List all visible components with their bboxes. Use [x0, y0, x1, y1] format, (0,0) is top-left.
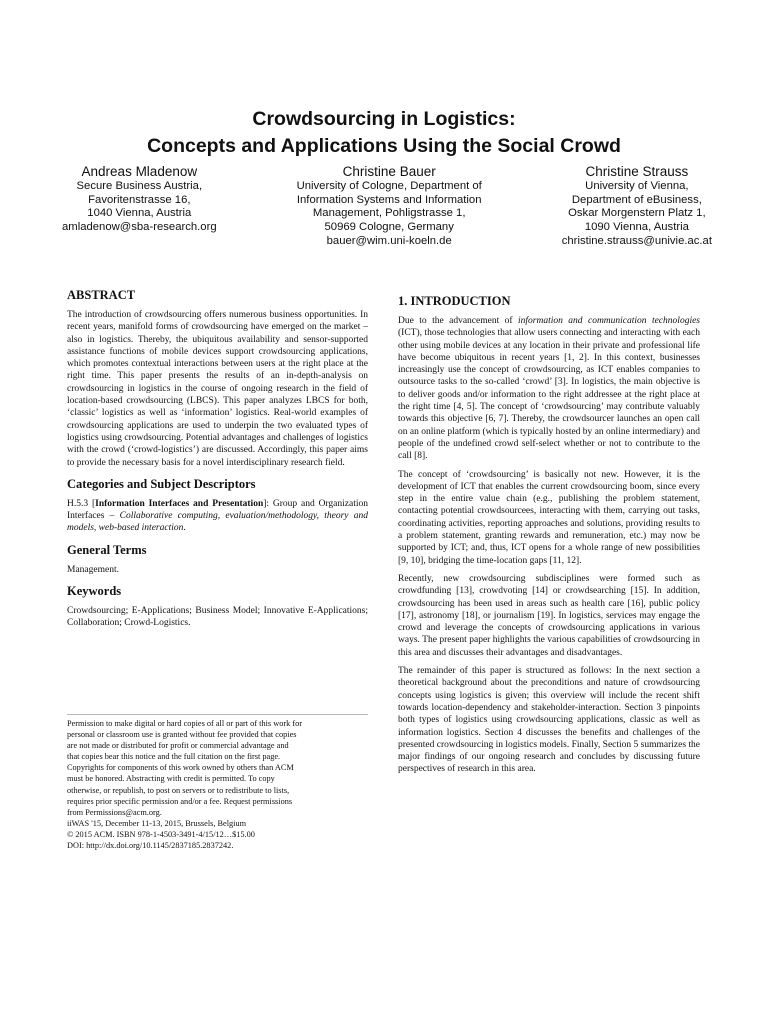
introduction-paragraph-1: Due to the advancement of information and communication technologies (ICT), those technologies that allow users connecting and interacting with each other using mobile devices at any location in their private and professional life have become ubiquitous in recent years [1, 2]. In this context, businesses increasingly use the concept of crowdsourcing, as ICT enables companies to outsource tasks to the so-called ‘crowd’ [3]. In logistics, the main objective is to deliver goods and/or information to the right addressee at the right place at the right time [4, 5]. The concept of ‘crowdsourcing’ may contribute valuably towards this objective [6, 7]. Thereby, the crowdsourcer launches an open call on an online platform (which is typically hosted by an online intermediary) and people of the undefined crowd self-select whether or not to contribute to the call [8]. — [398, 316, 700, 462]
author-name: Andreas Mladenow — [81, 164, 198, 179]
author-2 — [297, 163, 482, 249]
author-affiliation: 1090 Vienna, Austria — [584, 221, 689, 234]
author-affiliation: 50969 Cologne, Germany — [324, 221, 454, 234]
doi-line: DOI: http://dx.doi.org/10.1145/2837185.2837242. — [67, 841, 234, 851]
permission-line: personal or classroom use is granted without fee provided that copies — [67, 730, 297, 740]
paper-title — [0, 106, 768, 160]
copyright-line: © 2015 ACM. ISBN 978-1-4503-3491-4/15/12…$15.00 — [67, 829, 255, 839]
keywords-text: Crowdsourcing; E-Applications; Business Model; Innovative E-Applications; Collaboration; Crowd-Logistics. — [67, 606, 368, 629]
abstract-text: The introduction of crowdsourcing offers numerous business opportunities. In recent years, manifold forms of crowdsourcing have emerged on the market – also in logistics. Thereby, the ubiquitous availability and sensor-supported assistance functions of mobile devices support crowdsourcing applications, which promotes contextual interactions between users at the right place at the right time. This paper presents the results of an in-depth-analysis on crowdsourcing in logistics in the course of ongoing research in the field of location-based crowdsourcing (LBCS). This paper analyzes LBCS for both, ‘classic’ logistics as well as ‘information’ logistics. Real-world examples of crowdsourcing applications are used to underpin the two evaluated types of logistics using crowdsourcing. Potential advantages and challenges of logistics with the crowd (‘crowd-logistics’) are discussed. Accordingly, this paper aims to provide the necessary basis for a novel interdisciplinary research field. — [67, 310, 368, 468]
permission-line: Copyrights for components of this work owned by others than ACM — [67, 763, 294, 773]
title-line-1: Crowdsourcing in Logistics: — [252, 108, 516, 130]
author-email: amladenow@sba-research.org — [62, 221, 217, 234]
introduction-paragraph-3: Recently, new crowdsourcing subdisciplines were formed such as crowdfunding [13], crowdvoting [14] or crowdsearching [15]. In addition, crowdsourcing has been used in areas such as health care [16], public policy [17], astronomy [18], or journalism [19]. In logistics, services may engage the crowd and leverage the concepts of crowdsourcing applications in various ways. The present paper highlights the various capabilities of crowdsourcing in this area and discusses their advantages and disadvantages. — [398, 573, 700, 658]
author-affiliation: Oskar Morgenstern Platz 1, — [568, 207, 706, 220]
categories-text: H.5.3 [Information Interfaces and Presentation]: Group and Organization Interfaces – Collaborative computing, evaluation/methodology, theory and models, web-based interaction. — [67, 498, 368, 534]
general-terms-text: Management. — [67, 564, 119, 575]
left-column — [67, 288, 368, 636]
author-block — [62, 163, 712, 249]
abstract-heading: ABSTRACT — [67, 288, 136, 302]
author-name: Christine Strauss — [585, 164, 689, 179]
permission-line: must be honored. Abstracting with credit is permitted. To copy — [67, 774, 275, 784]
author-3 — [562, 163, 712, 249]
author-affiliation: Department of eBusiness, — [571, 193, 702, 206]
author-1 — [62, 163, 217, 249]
author-email: christine.strauss@univie.ac.at — [561, 234, 712, 247]
author-affiliation: University of Cologne, Department of — [296, 180, 482, 192]
conference-line: iiWAS '15, December 11-13, 2015, Brussels, Belgium — [67, 818, 247, 828]
permission-notice — [67, 714, 368, 851]
introduction-paragraph-2: The concept of ‘crowdsourcing’ is basically not new. However, it is the development of ICT that enables the current crowdsourcing boom, since every step in the entire value chain (e.g., publishing the problem statement, contacting potential crowdsourcees, interacting with them, carrying out tasks, coordinating activities, reporting approaches and solutions, providing results to a problem statement, granting rewards and remuneration, etc.) may now be supported by ICT; and, thus, ICT opens for a whole range of new possibilities [9, 10], bridging the time-location gaps [11, 12]. — [398, 469, 700, 566]
author-affiliation: Management, Pohligstrasse 1, — [312, 207, 466, 220]
author-affiliation: Favoritenstrasse 16, — [88, 193, 191, 206]
permission-line: that copies bear this notice and the full citation on the first page. — [67, 752, 281, 762]
author-affiliation: University of Vienna, — [585, 180, 689, 192]
permission-line: are not made or distributed for profit or commercial advantage and — [67, 741, 289, 751]
author-name: Christine Bauer — [342, 164, 436, 179]
author-email: bauer@wim.uni-koeln.de — [326, 234, 452, 247]
author-affiliation: Secure Business Austria, — [76, 180, 203, 192]
right-column — [398, 294, 700, 782]
title-line-2: Concepts and Applications Using the Social Crowd — [147, 135, 621, 157]
author-affiliation: 1040 Vienna, Austria — [87, 207, 192, 220]
author-affiliation: Information Systems and Information — [296, 193, 482, 206]
permission-line: from Permissions@acm.org. — [67, 807, 162, 817]
general-terms-heading: General Terms — [67, 542, 147, 557]
introduction-paragraph-4: The remainder of this paper is structured as follows: In the next section a theoretical background about the preconditions and nature of crowdsourcing concepts using logistics is given; this overview will include the recent shift towards location-dependency and stakeholder-interaction. Section 3 pinpoints both types of logistics using crowdsourcing applications, classic as well as information logistics. Section 4 discusses the benefits and challenges of the presented crowdsourcing in logistics models. Finally, Section 5 summarizes the major findings of our ongoing research and concludes by discussing future perspectives of research in this area. — [398, 666, 701, 775]
permission-line: Permission to make digital or hard copies of all or part of this work for — [67, 719, 303, 728]
keywords-heading: Keywords — [67, 584, 122, 599]
permission-line: otherwise, or republish, to post on servers or to redistribute to lists, — [67, 785, 290, 795]
permission-line: requires prior specific permission and/or a fee. Request permissions — [67, 796, 293, 806]
categories-heading: Categories and Subject Descriptors — [67, 476, 256, 491]
introduction-heading: 1. INTRODUCTION — [398, 294, 511, 308]
